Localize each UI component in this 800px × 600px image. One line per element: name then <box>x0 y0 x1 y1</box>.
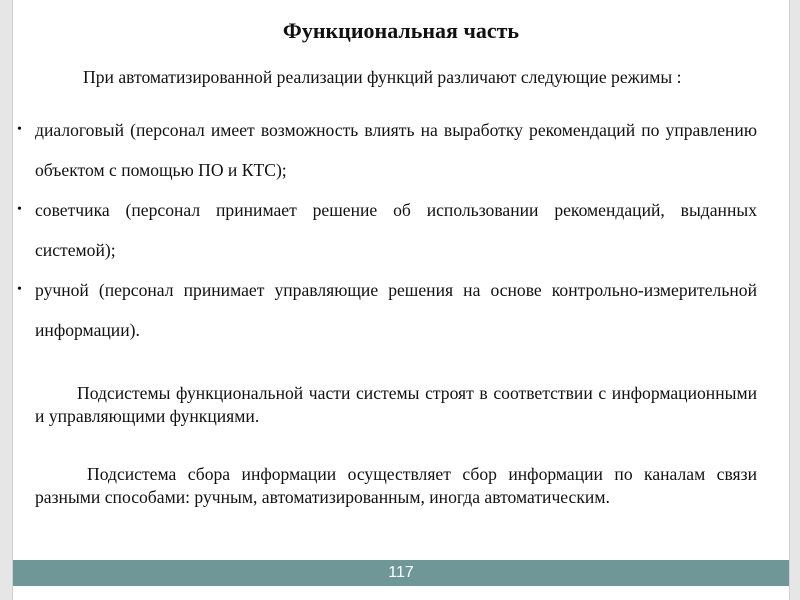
subsystems-paragraph: Подсистемы функциональной части системы строят в соответствии с информационными и управляющими функциями. <box>35 383 757 426</box>
bullet-item-advisor <box>17 190 757 270</box>
bullet-item-manual <box>17 270 757 350</box>
bullet-text: советчика (персонал принимает решение об использовании рекомендаций, выданных системой); <box>35 200 757 260</box>
bullet-item-dialog <box>17 110 757 190</box>
page-title: Функциональная часть <box>282 18 520 43</box>
footer-bar <box>13 560 789 586</box>
intro-paragraph: При автоматизированной реализации функций различают следующие режимы : <box>83 67 682 87</box>
bullet-icon: • <box>17 202 22 217</box>
bullet-text: ручной (персонал принимает управляющие решения на основе контрольно-измерительной информации). <box>35 280 757 340</box>
bullet-text: диалоговый (персонал имеет возможность влиять на выработку рекомендаций по управлению объектом с помощью ПО и КТС); <box>35 120 757 180</box>
page-number: 117 <box>388 564 414 581</box>
bullet-icon: • <box>17 122 22 137</box>
slide <box>12 0 790 600</box>
data-collection-paragraph: Подсистема сбора информации осуществляет сбор информации по каналам связи разными способами: ручным, автоматизированным, иногда автоматическим. <box>35 464 757 507</box>
bullet-icon: • <box>17 282 22 297</box>
